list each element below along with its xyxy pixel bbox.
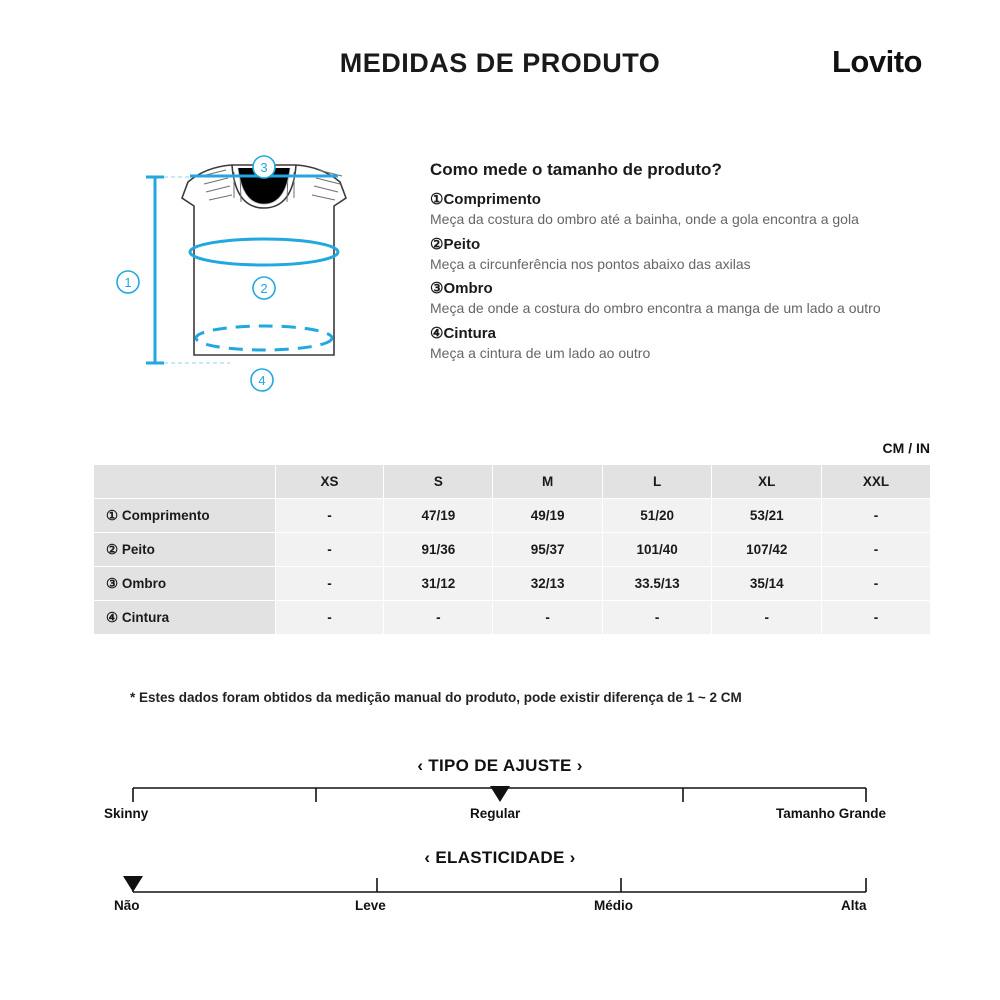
cell-shoulder-s: 31/12: [384, 567, 493, 601]
brand-logo: Lovito: [832, 44, 922, 79]
instructions-heading: Como mede o tamanho de produto?: [430, 160, 722, 179]
instruction-desc-length: Meça da costura do ombro até a bainha, onde a gola encontra a gola: [430, 211, 859, 227]
table-header-row: [94, 465, 931, 499]
cell-length-xs: -: [275, 499, 383, 533]
instruction-desc-waist: Meça a cintura de um lado ao outro: [430, 345, 651, 362]
cell-chest-xl: 107/42: [712, 533, 822, 567]
cell-length-m: 49/19: [493, 499, 602, 533]
row-label-waist: ④ Cintura: [94, 601, 276, 635]
instruction-title-waist: ④Cintura: [430, 325, 496, 343]
instruction-title-length: ①Comprimento: [430, 191, 541, 208]
cell-shoulder-xxl: -: [822, 567, 931, 601]
cell-chest-xs: -: [275, 533, 383, 567]
cell-chest-s: 91/36: [384, 533, 493, 567]
svg-text:3: 3: [260, 160, 268, 175]
table-row: [94, 533, 931, 567]
cell-waist-l: -: [602, 601, 712, 635]
garment-measurement-diagram: [110, 140, 410, 400]
page-title: MEDIDAS DE PRODUTO: [339, 48, 661, 78]
table-row: [94, 567, 931, 601]
instruction-title-chest: ②Peito: [430, 235, 481, 253]
cell-waist-xl: -: [712, 601, 822, 635]
fit-type-title: ‹ TIPO DE AJUSTE ›: [417, 756, 583, 775]
instruction-title-shoulder: ③Ombro: [430, 280, 493, 298]
table-col-m: M: [493, 465, 602, 499]
cell-waist-s: -: [384, 601, 493, 635]
measurement-instructions: [430, 160, 960, 365]
cell-shoulder-xs: -: [275, 567, 383, 601]
page-header: [0, 44, 1000, 88]
table-col-l: L: [602, 465, 712, 499]
svg-text:4: 4: [258, 373, 266, 388]
cell-length-s: 47/19: [384, 499, 493, 533]
table-row: [94, 499, 931, 533]
elasticity-title: ‹ ELASTICIDADE ›: [424, 848, 576, 867]
table-col-xxl: XXL: [822, 465, 931, 499]
cell-waist-m: -: [493, 601, 602, 635]
table-row: [94, 601, 931, 635]
cell-waist-xs: -: [275, 601, 383, 635]
cell-length-l: 51/20: [602, 499, 712, 533]
cell-length-xl: 53/21: [712, 499, 822, 533]
cell-shoulder-l: 33.5/13: [602, 567, 712, 601]
table-corner-cell: [94, 465, 276, 499]
fit-type-scale: [0, 778, 1000, 834]
cell-chest-m: 95/37: [493, 533, 602, 567]
row-label-chest: ② Peito: [94, 533, 276, 567]
table-col-s: S: [384, 465, 493, 499]
cell-waist-xxl: -: [822, 601, 931, 635]
svg-text:1: 1: [124, 275, 132, 290]
cell-chest-xxl: -: [822, 533, 931, 567]
cell-shoulder-m: 32/13: [493, 567, 602, 601]
svg-text:2: 2: [260, 281, 268, 296]
table-col-xl: XL: [712, 465, 822, 499]
cell-shoulder-xl: 35/14: [712, 567, 822, 601]
elasticity-label-medium: Médio: [594, 898, 633, 913]
size-table: [93, 464, 931, 635]
elasticity-label-none: Não: [114, 898, 140, 913]
measurement-note: * Estes dados foram obtidos da medição manual do produto, pode existir diferença de 1 ~ 2 CM: [130, 690, 742, 705]
table-col-xs: XS: [275, 465, 383, 499]
fit-label-oversize: Tamanho Grande: [776, 806, 887, 821]
cell-length-xxl: -: [822, 499, 931, 533]
instruction-desc-shoulder: Meça de onde a costura do ombro encontra a manga de um lado a outro: [430, 300, 881, 317]
cell-chest-l: 101/40: [602, 533, 712, 567]
elasticity-label-light: Leve: [355, 898, 386, 913]
fit-label-skinny: Skinny: [104, 806, 149, 821]
unit-label: CM / IN: [882, 440, 930, 456]
elasticity-scale: [0, 870, 1000, 926]
row-label-shoulder: ③ Ombro: [94, 567, 276, 601]
elasticity-label-high: Alta: [841, 898, 867, 913]
instruction-desc-chest: Meça a circunferência nos pontos abaixo das axilas: [430, 255, 751, 272]
row-label-length: ① Comprimento: [94, 499, 276, 533]
fit-label-regular: Regular: [470, 806, 521, 821]
